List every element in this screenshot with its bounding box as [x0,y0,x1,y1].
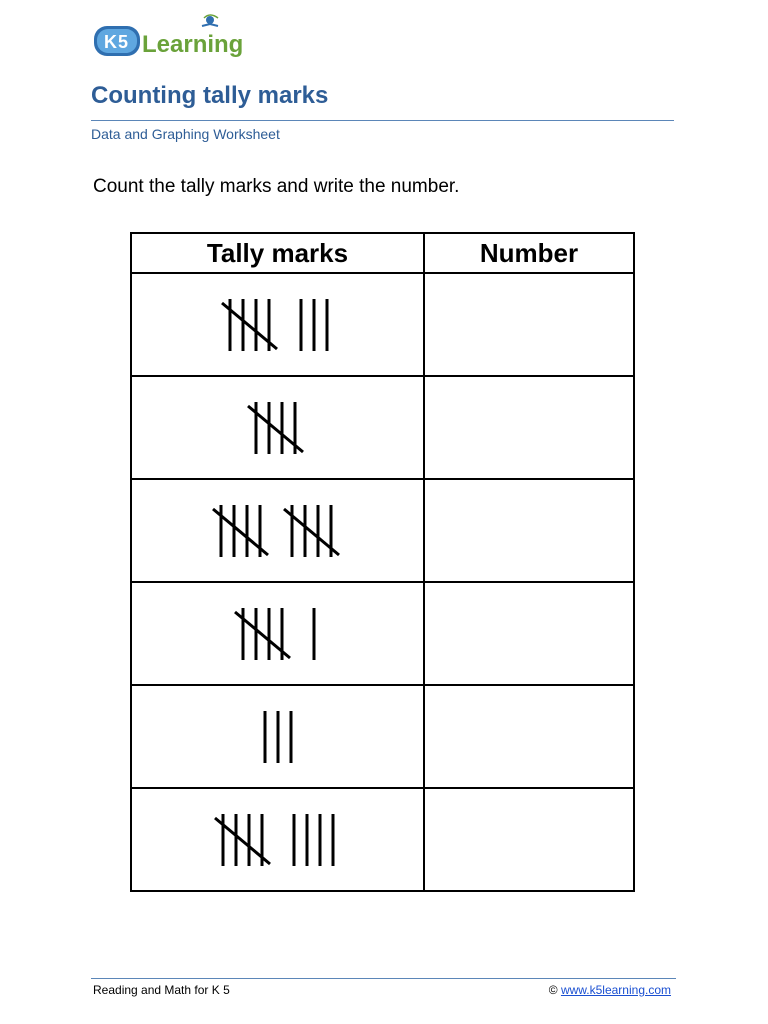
tally-cell [131,788,424,891]
k5learning-link[interactable]: www.k5learning.com [560,983,671,997]
tally-marks-6 [233,604,323,664]
copyright-symbol: © [548,983,558,997]
tally-cell [131,273,424,376]
table-row [131,685,634,788]
tally-cell [131,376,424,479]
svg-text:5: 5 [118,32,129,52]
page-subtitle: Data and Graphing Worksheet [91,126,280,142]
number-header: Number [424,233,634,273]
tally-marks-3 [255,707,300,767]
tally-table [130,232,635,892]
tally-cell [131,479,424,582]
footer-copyright [549,983,671,997]
tally-cell [131,582,424,685]
tally-cell [131,685,424,788]
page-title: Counting tally marks [91,82,329,109]
table-row [131,273,634,376]
svg-text:Learning: Learning [142,31,244,58]
number-answer-cell[interactable] [424,479,634,582]
table-row [131,376,634,479]
header-divider [91,120,674,121]
number-answer-cell[interactable] [424,273,634,376]
table-row [131,582,634,685]
tally-marks-10 [211,501,345,561]
svg-text:K: K [104,32,117,52]
number-answer-cell[interactable] [424,582,634,685]
instructions: Count the tally marks and write the number. [93,176,460,197]
tally-marks-9 [213,810,342,870]
table-row [131,788,634,891]
footer-divider [91,978,676,979]
number-answer-cell[interactable] [424,685,634,788]
table-header-row [131,233,634,273]
k5-learning-logo [92,14,262,62]
footer-text: Reading and Math for K 5 [93,983,230,997]
table-row [131,479,634,582]
number-answer-cell[interactable] [424,376,634,479]
number-answer-cell[interactable] [424,788,634,891]
tally-marks-5 [246,398,309,458]
tally-marks-8 [220,295,336,355]
tally-marks-header: Tally marks [131,233,424,273]
